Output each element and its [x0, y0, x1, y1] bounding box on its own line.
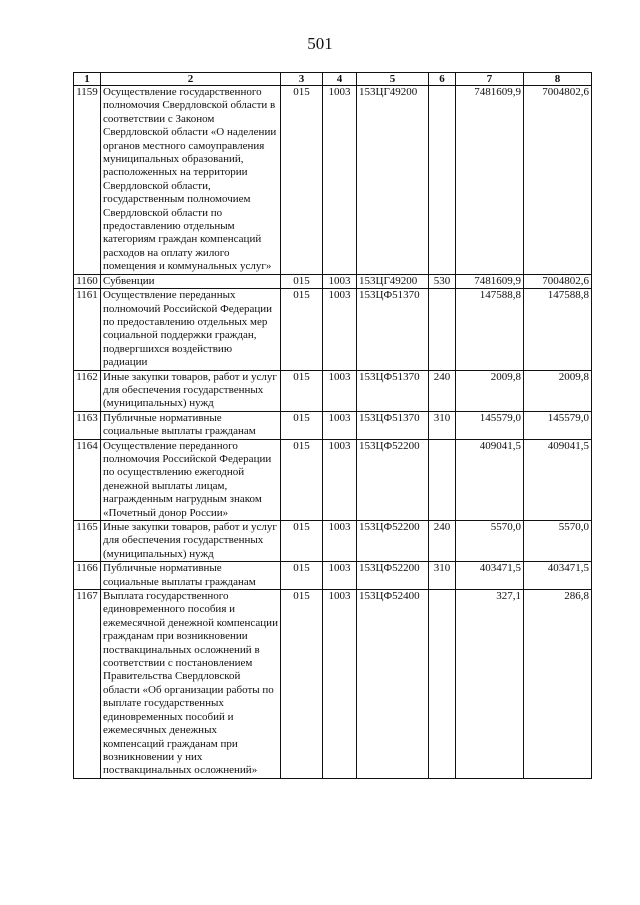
section-code: 1003 [323, 439, 357, 520]
section-code: 1003 [323, 370, 357, 411]
table-row [74, 439, 592, 520]
row-name: Иные закупки товаров, работ и услуг для обеспечения государственных (муниципальных) нужд [101, 370, 281, 411]
amount-year-2: 147588,8 [524, 289, 592, 370]
expense-type-code: 530 [429, 274, 456, 288]
row-number: 1159 [74, 86, 101, 275]
table-header-row [74, 73, 592, 86]
budget-table [73, 72, 592, 779]
target-code: 153ЦФ51370 [357, 411, 429, 439]
target-code: 153ЦГ49200 [357, 274, 429, 288]
amount-year-1: 147588,8 [456, 289, 524, 370]
amount-year-1: 403471,5 [456, 562, 524, 590]
admin-code: 015 [281, 439, 323, 520]
admin-code: 015 [281, 562, 323, 590]
table-row [74, 521, 592, 562]
table-row [74, 590, 592, 779]
row-number: 1164 [74, 439, 101, 520]
row-name: Иные закупки товаров, работ и услуг для обеспечения государственных (муниципальных) нужд [101, 521, 281, 562]
expense-type-code: 310 [429, 562, 456, 590]
target-code: 153ЦФ51370 [357, 370, 429, 411]
expense-type-code [429, 289, 456, 370]
amount-year-2: 5570,0 [524, 521, 592, 562]
expense-type-code: 310 [429, 411, 456, 439]
section-code: 1003 [323, 274, 357, 288]
column-header: 7 [456, 73, 524, 86]
table-row [74, 289, 592, 370]
amount-year-2: 403471,5 [524, 562, 592, 590]
table-row [74, 562, 592, 590]
section-code: 1003 [323, 562, 357, 590]
row-number: 1162 [74, 370, 101, 411]
section-code: 1003 [323, 86, 357, 275]
section-code: 1003 [323, 590, 357, 779]
amount-year-1: 2009,8 [456, 370, 524, 411]
row-number: 1163 [74, 411, 101, 439]
row-name: Публичные нормативные социальные выплаты гражданам [101, 411, 281, 439]
target-code: 153ЦФ52200 [357, 521, 429, 562]
row-number: 1160 [74, 274, 101, 288]
row-name: Субвенции [101, 274, 281, 288]
admin-code: 015 [281, 289, 323, 370]
amount-year-1: 409041,5 [456, 439, 524, 520]
amount-year-1: 7481609,9 [456, 274, 524, 288]
column-header: 5 [357, 73, 429, 86]
row-number: 1167 [74, 590, 101, 779]
target-code: 153ЦФ51370 [357, 289, 429, 370]
amount-year-2: 7004802,6 [524, 274, 592, 288]
table-row [74, 370, 592, 411]
section-code: 1003 [323, 521, 357, 562]
row-name: Осуществление переданных полномочий Российской Федерации по предоставлению отдельных мер социальной поддержки граждан, подвергшихся воздействию радиации [101, 289, 281, 370]
target-code: 153ЦГ49200 [357, 86, 429, 275]
table-row [74, 274, 592, 288]
target-code: 153ЦФ52200 [357, 562, 429, 590]
section-code: 1003 [323, 289, 357, 370]
row-name: Выплата государственного единовременного пособия и ежемесячной денежной компенсации гражданам при возникновении поствакцинальных осложнений в соответствии с постановлением Правительства Свердловской области «Об организации работы по выплате государственных единовременных пособий и ежемесячных денежных компенсаций гражданам при возникновении у них поствакцинальных осложнений» [101, 590, 281, 779]
expense-type-code: 240 [429, 521, 456, 562]
amount-year-2: 145579,0 [524, 411, 592, 439]
column-header: 4 [323, 73, 357, 86]
expense-type-code: 240 [429, 370, 456, 411]
admin-code: 015 [281, 86, 323, 275]
expense-type-code [429, 590, 456, 779]
row-name: Осуществление государственного полномочия Свердловской области в соответствии с Законом Свердловской области «О наделении органов местного самоуправления муниципальных образований, расположенных на территории Свердловской области, государственным полномочием Свердловской области по предоставлению отдельным категориям граждан компенсаций расходов на оплату жилого помещения и коммунальных услуг» [101, 86, 281, 275]
expense-type-code [429, 439, 456, 520]
amount-year-2: 7004802,6 [524, 86, 592, 275]
admin-code: 015 [281, 521, 323, 562]
admin-code: 015 [281, 370, 323, 411]
page-number: 501 [307, 34, 333, 53]
amount-year-2: 286,8 [524, 590, 592, 779]
expense-type-code [429, 86, 456, 275]
amount-year-1: 327,1 [456, 590, 524, 779]
column-header: 3 [281, 73, 323, 86]
amount-year-2: 2009,8 [524, 370, 592, 411]
row-number: 1161 [74, 289, 101, 370]
row-number: 1165 [74, 521, 101, 562]
admin-code: 015 [281, 274, 323, 288]
table-row [74, 86, 592, 275]
column-header: 1 [74, 73, 101, 86]
target-code: 153ЦФ52400 [357, 590, 429, 779]
target-code: 153ЦФ52200 [357, 439, 429, 520]
amount-year-1: 145579,0 [456, 411, 524, 439]
amount-year-2: 409041,5 [524, 439, 592, 520]
section-code: 1003 [323, 411, 357, 439]
amount-year-1: 7481609,9 [456, 86, 524, 275]
column-header: 8 [524, 73, 592, 86]
row-name: Осуществление переданного полномочия Российской Федерации по осуществлению ежегодной денежной выплаты лицам, награжденным нагрудным знаком «Почетный донор России» [101, 439, 281, 520]
column-header: 2 [101, 73, 281, 86]
admin-code: 015 [281, 590, 323, 779]
row-number: 1166 [74, 562, 101, 590]
table-row [74, 411, 592, 439]
amount-year-1: 5570,0 [456, 521, 524, 562]
row-name: Публичные нормативные социальные выплаты гражданам [101, 562, 281, 590]
column-header: 6 [429, 73, 456, 86]
admin-code: 015 [281, 411, 323, 439]
